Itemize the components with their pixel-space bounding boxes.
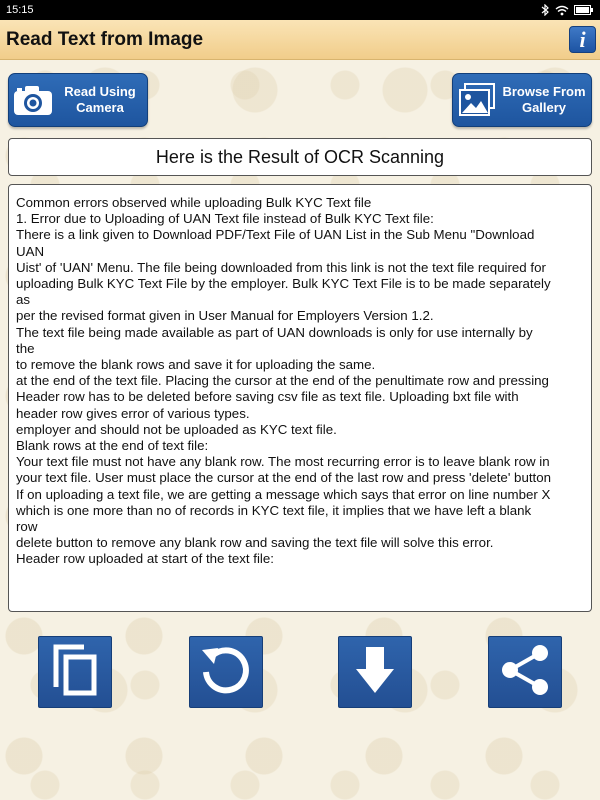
- ocr-result-line: There is a link given to Download PDF/Text File of UAN List in the Sub Menu "Download: [16, 227, 535, 243]
- ocr-result-lines: [16, 195, 585, 568]
- wifi-icon: [555, 5, 569, 16]
- ocr-result-line: delete button to remove any blank row and saving the text file will solve this error.: [16, 535, 494, 551]
- ocr-result-line: at the end of the text file. Placing the cursor at the end of the penultimate row and pressing: [16, 373, 549, 389]
- ocr-result-line: which is one more than no of records in KYC text file, it implies that we have left a blank: [16, 502, 532, 518]
- reset-button[interactable]: [189, 636, 263, 708]
- ocr-result-line: your text file. User must place the cursor at the end of the last row and press 'delete' button: [16, 470, 552, 486]
- ocr-result-line: employer and should not be uploaded as KYC text file.: [16, 421, 337, 437]
- app-title: Read Text from Image: [6, 28, 204, 50]
- ocr-result-line: Blank rows at the end of text file:: [16, 438, 209, 454]
- ocr-result-line: Header row uploaded at start of the text file:: [16, 551, 274, 567]
- info-button[interactable]: [569, 26, 596, 53]
- ocr-result-line: Your text file must not have any blank row. The most recurring error is to leave blank row in: [16, 454, 550, 470]
- status-bar: [0, 0, 600, 20]
- status-icons: [540, 4, 594, 16]
- camera-icon: [9, 84, 57, 116]
- copy-icon: [50, 643, 100, 702]
- ocr-result-line: The text file being made available as part of UAN downloads is only for use internally by: [16, 324, 533, 340]
- ocr-result-line: 1. Error due to Uploading of UAN Text file instead of Bulk KYC Text file:: [16, 211, 434, 227]
- bluetooth-icon: [540, 4, 550, 16]
- ocr-result-line: If on uploading a text file, we are getting a message which says that error on line number X: [16, 486, 551, 502]
- action-bar: [0, 20, 600, 60]
- ocr-result-line: the: [16, 340, 35, 356]
- ocr-result-line: as: [16, 292, 31, 308]
- ocr-result-line: row: [16, 519, 38, 535]
- info-icon: i: [579, 26, 586, 52]
- reset-icon: [198, 642, 254, 703]
- ocr-result-line: per the revised format given in User Manual for Employers Version 1.2.: [16, 308, 434, 324]
- read-using-camera-button[interactable]: [8, 73, 148, 127]
- ocr-result-line: uploading Bulk KYC Text File by the employer. Bulk KYC Text File is to be made separately: [16, 276, 551, 292]
- ocr-result-line: UAN: [16, 243, 45, 259]
- battery-icon: [574, 5, 594, 15]
- share-icon: [498, 643, 552, 702]
- camera-button-label: Read Using Camera: [64, 84, 136, 115]
- status-time: 15:15: [6, 4, 34, 16]
- result-header: [8, 138, 592, 176]
- ocr-result-line: Header row has to be deleted before saving csv file as text file. Uploading bxt file with: [16, 389, 519, 405]
- download-button[interactable]: [338, 636, 412, 708]
- share-button[interactable]: [488, 636, 562, 708]
- ocr-result-line: header row gives error of various types.: [16, 405, 250, 421]
- gallery-button-label: Browse From Gallery: [502, 84, 586, 115]
- ocr-result-line: to remove the blank rows and save it for uploading the same.: [16, 357, 376, 373]
- copy-button[interactable]: [38, 636, 112, 708]
- ocr-result-line: Uist' of 'UAN' Menu. The file being downloaded from this link is not the text file required for: [16, 259, 546, 275]
- ocr-result-line: Common errors observed while uploading Bulk KYC Text file: [16, 195, 372, 210]
- ocr-result-text-area[interactable]: [8, 184, 592, 612]
- download-icon: [355, 645, 395, 700]
- result-header-text: Here is the Result of OCR Scanning: [155, 146, 445, 167]
- gallery-icon: [453, 83, 501, 117]
- browse-from-gallery-button[interactable]: [452, 73, 592, 127]
